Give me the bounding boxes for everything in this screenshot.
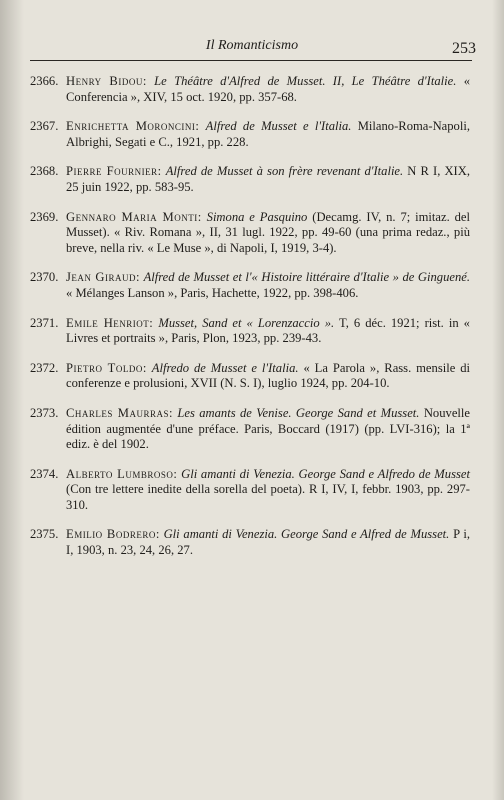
- entry-author: Alberto Lumbroso:: [66, 466, 178, 481]
- entry-details: Milano-Roma-Napoli, Albrighi, Segati e C., 1921, pp. 228.: [66, 119, 470, 149]
- entry-details: (Decamg. IV, n. 7; imitaz. del Musset). « Riv. Romana », II, 31 lugl. 1922, pp. 49-60 (una prima redaz., più breve, nella riv. « Le Muse », di Napoli, I, 1919, 3-4).: [66, 209, 471, 255]
- entry-author: Emilio Bodrero:: [66, 527, 160, 542]
- entry-author: Pietro Toldo:: [66, 360, 147, 375]
- entry-author: Henry Bidou:: [66, 74, 147, 88]
- entry-author: Pierre Fournier:: [66, 164, 162, 179]
- page-number: 253: [452, 40, 476, 57]
- bibliography-entry: [30, 361, 470, 392]
- entry-number: 2371.: [30, 315, 59, 330]
- bibliography-entry: [30, 164, 470, 195]
- running-head: [28, 38, 476, 60]
- entry-number: 2369.: [30, 209, 59, 224]
- entry-title: Gli amanti di Venezia. George Sand e Alfredo de Musset: [181, 466, 470, 481]
- entry-author: Enrichetta Moroncini:: [66, 119, 200, 134]
- entry-title: Alfredo de Musset e l'Italia.: [151, 360, 299, 375]
- bibliography-entry: [30, 119, 470, 150]
- bibliography-entry: [30, 210, 470, 257]
- entry-title: Les amants de Venise. George Sand et Musset.: [177, 405, 420, 420]
- entry-author: Jean Giraud:: [66, 270, 141, 285]
- entry-title: Alfred de Musset à son frère revenant d'Italie.: [165, 164, 404, 179]
- entry-title: Alfred de Musset e l'Italia.: [205, 119, 352, 134]
- entry-title: Musset, Sand et « Lorenzaccio ».: [158, 315, 335, 330]
- header-rule: [30, 60, 472, 61]
- entry-details: « Conferencia », XIV, 15 oct. 1920, pp. 357-68.: [66, 74, 470, 104]
- entry-number: 2372.: [30, 360, 59, 375]
- entry-title: Gli amanti di Venezia. George Sand e Alfred de Musset.: [163, 527, 450, 542]
- bibliography-entry: [30, 316, 470, 347]
- entry-details: N R I, XIX, 25 juin 1922, pp. 583-95.: [66, 164, 470, 194]
- bibliography-entry: [30, 467, 470, 514]
- running-title: Il Romanticismo: [205, 38, 299, 53]
- entry-details: « Mélanges Lanson », Paris, Hachette, 1922, pp. 398-406.: [66, 285, 359, 300]
- entry-details: T, 6 déc. 1921; rist. in « Livres et portraits », Paris, Plon, 1923, pp. 239-43.: [66, 315, 470, 346]
- bibliography-entry: [30, 527, 470, 558]
- entry-number: 2373.: [30, 405, 59, 420]
- entry-details: « La Parola », Rass. mensile di conferenze e prolusioni, XVII (N. S. I), luglio 1924, pp. 204-10.: [66, 360, 471, 391]
- entry-author: Gennaro Maria Monti:: [66, 209, 202, 224]
- entry-details: (Con tre lettere inedite della sorella del poeta). R I, IV, I, febbr. 1903, pp. 297-310.: [66, 482, 470, 512]
- entry-title: Alfred de Musset et l'« Histoire littéraire d'Italie » de Ginguené.: [143, 270, 470, 285]
- entry-number: 2374.: [30, 466, 59, 481]
- entry-number: 2370.: [30, 270, 59, 285]
- bibliography-entry: [30, 74, 470, 105]
- entry-title: Le Théâtre d'Alfred de Musset. II, Le Théâtre d'Italie.: [154, 74, 457, 88]
- entry-number: 2368.: [30, 164, 59, 179]
- entry-number: 2366.: [30, 74, 59, 88]
- bibliography-entry: [30, 270, 470, 301]
- entry-author: Emile Henriot:: [66, 315, 154, 330]
- entry-title: Simona e Pasquino: [206, 209, 308, 224]
- entry-number: 2367.: [30, 119, 59, 134]
- entry-details: P i, I, 1903, n. 23, 24, 26, 27.: [66, 527, 470, 558]
- bibliography-list: [30, 74, 470, 573]
- entry-number: 2375.: [30, 527, 59, 542]
- bibliography-entry: [30, 406, 470, 453]
- entry-details: Nouvelle édition augmentée d'une préface. Paris, Boccard (1917) (pp. LVI-316); la 1ª ediz. è del 1902.: [66, 405, 470, 452]
- entry-author: Charles Maurras:: [66, 405, 173, 420]
